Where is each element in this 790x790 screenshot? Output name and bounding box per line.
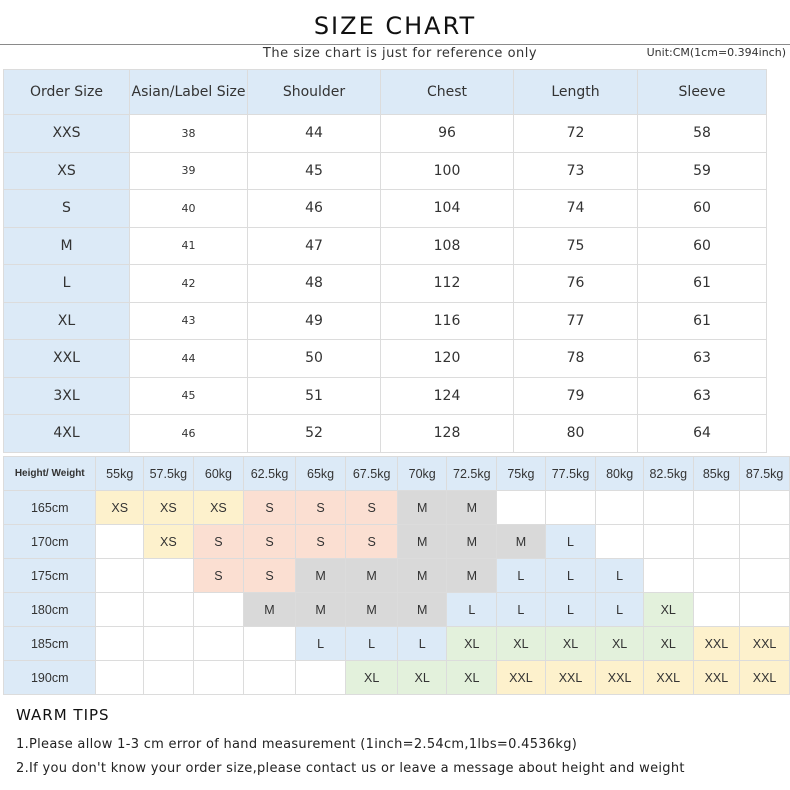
order-size-cell: XS xyxy=(4,152,130,190)
size-recommendation-cell: XXL xyxy=(643,661,693,695)
size-recommendation-cell xyxy=(740,525,790,559)
size-recommendation-cell: XXL xyxy=(740,661,790,695)
size-recommendation-cell xyxy=(740,593,790,627)
size-recommendation-cell: L xyxy=(596,559,644,593)
table-cell: 60 xyxy=(638,190,767,228)
table-cell: 100 xyxy=(381,152,514,190)
table-cell: 58 xyxy=(638,115,767,153)
table-cell: 73 xyxy=(514,152,638,190)
size-recommendation-cell: M xyxy=(295,593,345,627)
size-recommendation-cell: S xyxy=(244,525,296,559)
size-recommendation-cell: S xyxy=(346,491,398,525)
height-weight-corner-label: Height/ Weight xyxy=(4,457,96,491)
table-row xyxy=(4,627,790,661)
table-cell: 44 xyxy=(248,115,381,153)
size-recommendation-cell: M xyxy=(397,593,446,627)
table-cell: 61 xyxy=(638,302,767,340)
table-row xyxy=(4,491,790,525)
table-cell: 43 xyxy=(130,302,248,340)
size-recommendation-cell: XXL xyxy=(740,627,790,661)
table-cell: 39 xyxy=(130,152,248,190)
size-recommendation-cell xyxy=(740,491,790,525)
weight-header: 55kg xyxy=(96,457,144,491)
table-cell: 116 xyxy=(381,302,514,340)
weight-header: 65kg xyxy=(295,457,345,491)
table-cell: 128 xyxy=(381,415,514,453)
size-recommendation-cell xyxy=(596,525,644,559)
table-row xyxy=(4,340,767,378)
weight-header: 72.5kg xyxy=(447,457,497,491)
column-header: Shoulder xyxy=(248,70,381,115)
size-recommendation-cell: M xyxy=(295,559,345,593)
size-recommendation-cell: M xyxy=(346,559,398,593)
size-recommendation-cell xyxy=(693,593,740,627)
table-cell: 124 xyxy=(381,377,514,415)
size-recommendation-cell xyxy=(144,661,194,695)
size-recommendation-cell xyxy=(740,559,790,593)
table-cell: 75 xyxy=(514,227,638,265)
order-size-cell: S xyxy=(4,190,130,228)
size-table-header-row xyxy=(4,70,767,115)
table-cell: 78 xyxy=(514,340,638,378)
size-recommendation-cell: L xyxy=(497,593,546,627)
table-cell: 47 xyxy=(248,227,381,265)
weight-header: 80kg xyxy=(596,457,644,491)
size-recommendation-cell: XL xyxy=(643,593,693,627)
size-recommendation-cell: XS xyxy=(193,491,243,525)
size-recommendation-cell: M xyxy=(346,593,398,627)
size-recommendation-cell: S xyxy=(346,525,398,559)
table-cell: 76 xyxy=(514,265,638,303)
table-cell: 120 xyxy=(381,340,514,378)
size-recommendation-cell: XXL xyxy=(693,661,740,695)
column-header: Order Size xyxy=(4,70,130,115)
table-row xyxy=(4,302,767,340)
table-cell: 46 xyxy=(130,415,248,453)
size-recommendation-cell: S xyxy=(244,491,296,525)
title: SIZE CHART xyxy=(313,12,477,40)
table-row xyxy=(4,152,767,190)
table-cell: 48 xyxy=(248,265,381,303)
weight-header: 75kg xyxy=(497,457,546,491)
height-label: 175cm xyxy=(4,559,96,593)
table-row xyxy=(4,525,790,559)
size-recommendation-cell: M xyxy=(447,559,497,593)
size-recommendation-cell xyxy=(244,661,296,695)
size-recommendation-cell: M xyxy=(447,491,497,525)
size-recommendation-cell xyxy=(643,491,693,525)
table-cell: 44 xyxy=(130,340,248,378)
size-recommendation-cell: XL xyxy=(545,627,596,661)
table-cell: 40 xyxy=(130,190,248,228)
size-recommendation-cell: L xyxy=(497,559,546,593)
size-recommendation-cell xyxy=(545,491,596,525)
size-recommendation-cell: L xyxy=(596,593,644,627)
size-table-body xyxy=(4,70,767,453)
tip-1: 1.Please allow 1-3 cm error of hand measurement (1inch=2.54cm,1lbs=0.4536kg) xyxy=(16,737,578,752)
table-cell: 72 xyxy=(514,115,638,153)
size-recommendation-cell: S xyxy=(295,491,345,525)
size-recommendation-cell: XL xyxy=(596,627,644,661)
size-recommendation-cell: L xyxy=(545,559,596,593)
size-table xyxy=(3,69,767,453)
size-recommendation-cell: XL xyxy=(497,627,546,661)
column-header: Asian/Label Size xyxy=(130,70,248,115)
weight-header: 77.5kg xyxy=(545,457,596,491)
size-recommendation-cell xyxy=(693,525,740,559)
size-recommendation-cell: XL xyxy=(447,661,497,695)
table-cell: 59 xyxy=(638,152,767,190)
weight-header: 85kg xyxy=(693,457,740,491)
weight-header: 67.5kg xyxy=(346,457,398,491)
size-recommendation-cell: L xyxy=(346,627,398,661)
size-recommendation-cell: M xyxy=(397,491,446,525)
size-recommendation-cell: L xyxy=(545,525,596,559)
size-recommendation-cell: XXL xyxy=(693,627,740,661)
table-row xyxy=(4,377,767,415)
table-cell: 51 xyxy=(248,377,381,415)
table-row xyxy=(4,227,767,265)
title-divider xyxy=(0,44,790,45)
table-cell: 60 xyxy=(638,227,767,265)
table-row xyxy=(4,265,767,303)
table-row xyxy=(4,559,790,593)
size-recommendation-cell: XXL xyxy=(497,661,546,695)
size-recommendation-cell: XXL xyxy=(596,661,644,695)
table-cell: 49 xyxy=(248,302,381,340)
weight-header-row xyxy=(4,457,790,491)
size-recommendation-cell xyxy=(193,661,243,695)
size-recommendation-cell xyxy=(295,661,345,695)
height-weight-table-body xyxy=(4,457,790,695)
order-size-cell: L xyxy=(4,265,130,303)
table-cell: 61 xyxy=(638,265,767,303)
table-row xyxy=(4,415,767,453)
table-cell: 64 xyxy=(638,415,767,453)
size-recommendation-cell: S xyxy=(295,525,345,559)
size-recommendation-cell: L xyxy=(295,627,345,661)
weight-header: 60kg xyxy=(193,457,243,491)
size-recommendation-cell xyxy=(193,593,243,627)
table-cell: 52 xyxy=(248,415,381,453)
table-cell: 42 xyxy=(130,265,248,303)
size-recommendation-cell: M xyxy=(397,525,446,559)
table-cell: 79 xyxy=(514,377,638,415)
size-recommendation-cell xyxy=(497,491,546,525)
size-recommendation-cell: XS xyxy=(144,491,194,525)
size-recommendation-cell: XL xyxy=(643,627,693,661)
table-cell: 45 xyxy=(248,152,381,190)
size-recommendation-cell: S xyxy=(193,559,243,593)
size-recommendation-cell xyxy=(144,627,194,661)
size-recommendation-cell xyxy=(693,559,740,593)
size-recommendation-cell xyxy=(96,525,144,559)
table-cell: 50 xyxy=(248,340,381,378)
table-cell: 108 xyxy=(381,227,514,265)
weight-header: 62.5kg xyxy=(244,457,296,491)
table-cell: 41 xyxy=(130,227,248,265)
height-label: 185cm xyxy=(4,627,96,661)
table-cell: 112 xyxy=(381,265,514,303)
order-size-cell: 4XL xyxy=(4,415,130,453)
table-cell: 46 xyxy=(248,190,381,228)
table-row xyxy=(4,190,767,228)
size-recommendation-cell xyxy=(144,593,194,627)
size-recommendation-cell: M xyxy=(447,525,497,559)
table-cell: 80 xyxy=(514,415,638,453)
size-recommendation-cell xyxy=(643,525,693,559)
subtitle: The size chart is just for reference only xyxy=(262,46,538,61)
table-row xyxy=(4,593,790,627)
order-size-cell: 3XL xyxy=(4,377,130,415)
size-recommendation-cell: L xyxy=(545,593,596,627)
weight-header: 70kg xyxy=(397,457,446,491)
table-cell: 74 xyxy=(514,190,638,228)
table-cell: 77 xyxy=(514,302,638,340)
size-recommendation-cell: S xyxy=(193,525,243,559)
size-recommendation-cell xyxy=(244,627,296,661)
size-recommendation-cell xyxy=(643,559,693,593)
height-weight-table xyxy=(3,456,790,695)
column-header: Sleeve xyxy=(638,70,767,115)
table-cell: 45 xyxy=(130,377,248,415)
order-size-cell: M xyxy=(4,227,130,265)
table-cell: 38 xyxy=(130,115,248,153)
size-recommendation-cell: XXL xyxy=(545,661,596,695)
weight-header: 82.5kg xyxy=(643,457,693,491)
size-recommendation-cell xyxy=(193,627,243,661)
height-label: 170cm xyxy=(4,525,96,559)
weight-header: 57.5kg xyxy=(144,457,194,491)
size-recommendation-cell: XL xyxy=(447,627,497,661)
table-cell: 63 xyxy=(638,340,767,378)
size-recommendation-cell xyxy=(693,491,740,525)
column-header: Chest xyxy=(381,70,514,115)
size-recommendation-cell xyxy=(144,559,194,593)
height-label: 180cm xyxy=(4,593,96,627)
warm-tips-title: WARM TIPS xyxy=(16,706,110,724)
size-recommendation-cell: L xyxy=(397,627,446,661)
size-recommendation-cell xyxy=(96,661,144,695)
table-row xyxy=(4,115,767,153)
size-recommendation-cell: XL xyxy=(397,661,446,695)
order-size-cell: XL xyxy=(4,302,130,340)
size-recommendation-cell: XL xyxy=(346,661,398,695)
table-cell: 63 xyxy=(638,377,767,415)
size-recommendation-cell xyxy=(96,559,144,593)
size-recommendation-cell xyxy=(96,627,144,661)
order-size-cell: XXL xyxy=(4,340,130,378)
height-label: 190cm xyxy=(4,661,96,695)
weight-header: 87.5kg xyxy=(740,457,790,491)
table-cell: 104 xyxy=(381,190,514,228)
size-recommendation-cell: M xyxy=(244,593,296,627)
size-recommendation-cell: S xyxy=(244,559,296,593)
size-recommendation-cell xyxy=(96,593,144,627)
table-row xyxy=(4,661,790,695)
size-recommendation-cell: L xyxy=(447,593,497,627)
size-recommendation-cell: M xyxy=(497,525,546,559)
size-recommendation-cell xyxy=(596,491,644,525)
unit-note: Unit:CM(1cm=0.394inch) xyxy=(646,46,786,59)
size-recommendation-cell: XS xyxy=(96,491,144,525)
height-label: 165cm xyxy=(4,491,96,525)
column-header: Length xyxy=(514,70,638,115)
table-cell: 96 xyxy=(381,115,514,153)
tip-2: 2.If you don't know your order size,please contact us or leave a message about height and weight xyxy=(16,761,685,776)
size-recommendation-cell: XS xyxy=(144,525,194,559)
size-recommendation-cell: M xyxy=(397,559,446,593)
order-size-cell: XXS xyxy=(4,115,130,153)
